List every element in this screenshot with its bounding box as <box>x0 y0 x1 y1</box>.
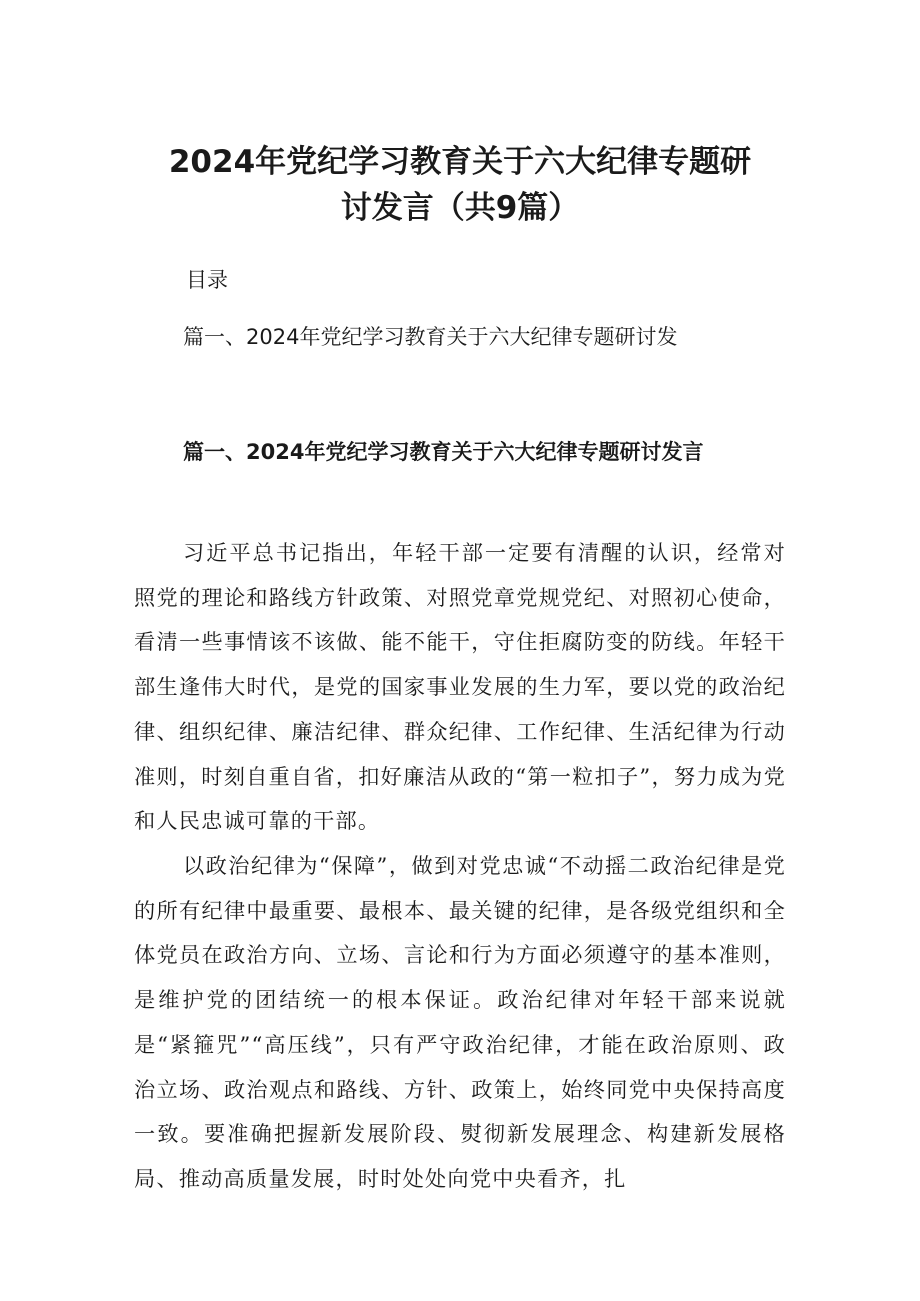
body-paragraph-1: 习近平总书记指出，年轻干部一定要有清醒的认识，经常对照党的理论和路线方针政策、对照党章党规党纪、对照初心使命，看清一些事情该不该做、能不能干，守住拒腐防变的防线。年轻干部生逢伟大时代，是党的国家事业发展的生力军，要以党的政治纪律、组织纪律、廉洁纪律、群众纪律、工作纪律、生活纪律为行动准则，时刻自重自省，扣好廉洁从政的“第一粒扣子”，努力成为党和人民忠诚可靠的干部。 <box>134 540 786 834</box>
body-paragraph-2: 以政治纪律为“保障”，做到对党忠诚“不动摇二政治纪律是党的所有纪律中最重要、最根本、最关键的纪律，是各级党组织和全体党员在政治方向、立场、言论和行为方面必须遵守的基本准则，是维护党的团结统一的根本保证。政治纪律对年轻干部来说就是“紧箍咒”“高压线”，只有严守政治纪律，才能在政治原则、政治立场、政治观点和路线、方针、政策上，始终同党中央保持高度一致。要准确把握新发展阶段、熨彻新发展理念、构建新发展格局、推动高质量发展，时时处处向党中央看齐，扎 <box>134 853 786 1191</box>
document-title-line-1: 2024年党纪学习教育关于六大纪律专题研 <box>168 144 752 180</box>
table-of-contents-label: 目录 <box>186 268 228 292</box>
section-heading: 篇一、2024年党纪学习教育关于六大纪律专题研讨发言 <box>183 440 704 464</box>
document-title-line-2: 讨发言（共9篇） <box>340 190 580 226</box>
toc-item-1[interactable]: 篇一、2024年党纪学习教育关于六大纪律专题研讨发 <box>183 325 678 349</box>
